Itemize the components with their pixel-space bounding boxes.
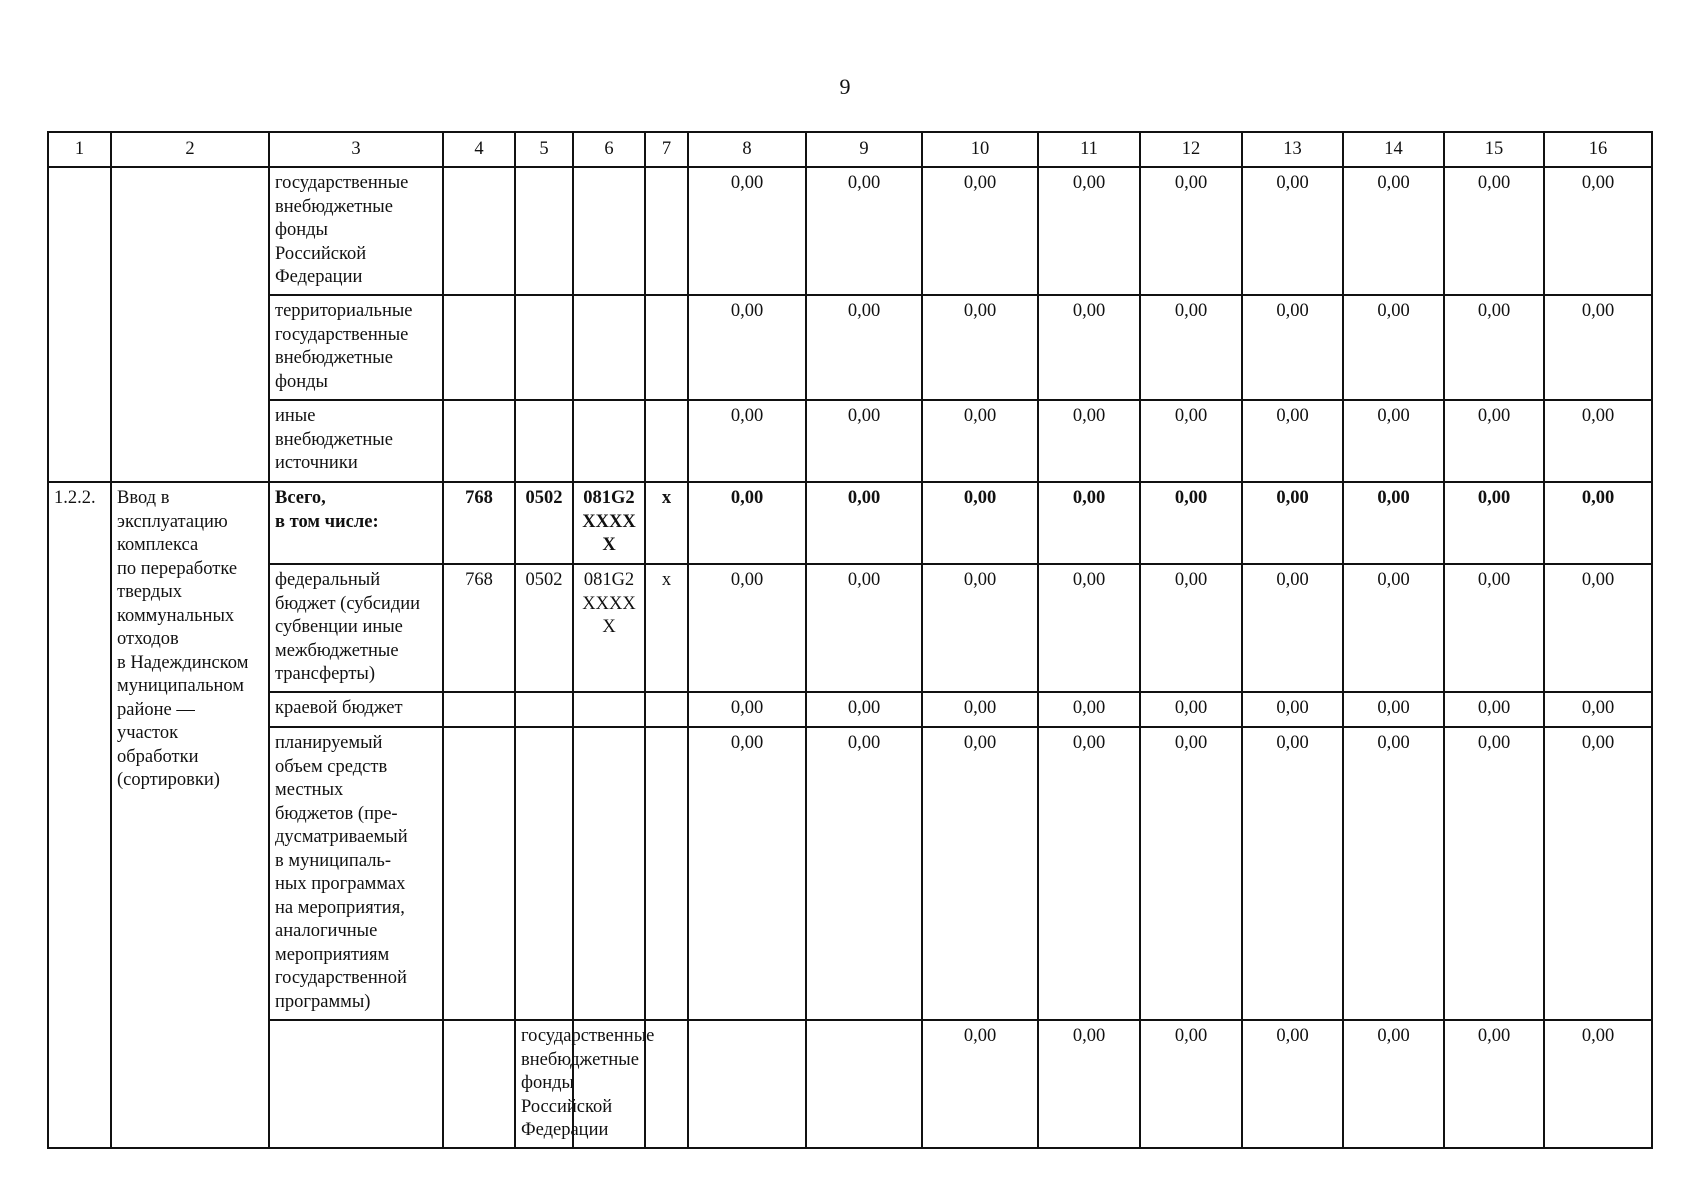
- value-cell: 0,00: [806, 727, 922, 1020]
- code-section: [515, 692, 573, 727]
- code-ministry: 768: [443, 564, 515, 692]
- value-cell: 0,00: [1242, 400, 1343, 482]
- value-cell: 0,00: [922, 400, 1038, 482]
- value-cell: 0,00: [922, 482, 1038, 564]
- header-cell: 12: [1140, 132, 1242, 167]
- value-cell: 0,00: [1544, 482, 1652, 564]
- empty-number-cell: [269, 1020, 443, 1148]
- value-cell: 0,00: [1242, 727, 1343, 1020]
- value-cell: 0,00: [1343, 167, 1444, 295]
- header-cell: 6: [573, 132, 645, 167]
- code-section: [515, 400, 573, 482]
- value-cell: 0,00: [1544, 564, 1652, 692]
- value-cell: 0,00: [1343, 400, 1444, 482]
- code-target: 081G2XXXXX: [573, 564, 645, 692]
- table-row-total: [48, 482, 1652, 564]
- code-target: [573, 692, 645, 727]
- value-cell: 0,00: [1242, 564, 1343, 692]
- value-cell: 0,00: [1343, 692, 1444, 727]
- value-cell: 0,00: [1544, 692, 1652, 727]
- table-row: [48, 692, 1652, 727]
- value-cell: 0,00: [688, 295, 806, 400]
- value-cell: 0,00: [688, 564, 806, 692]
- code-target: [573, 295, 645, 400]
- funding-source: планируемый объем средств местных бюджетов (пре- дусматриваемый в муниципаль- ных программах на мероприятия, аналогичные мероприятиям государственной программы): [269, 727, 443, 1020]
- code-expense: [645, 167, 688, 295]
- code-ministry: [443, 167, 515, 295]
- value-cell: 0,00: [1343, 1020, 1444, 1148]
- funding-source: Всего, в том числе:: [269, 482, 443, 564]
- table-row: [48, 1020, 1652, 1148]
- header-cell: 13: [1242, 132, 1343, 167]
- value-cell: 0,00: [1544, 167, 1652, 295]
- budget-table: [47, 131, 1653, 1149]
- header-cell: 11: [1038, 132, 1140, 167]
- header-cell: 1: [48, 132, 111, 167]
- value-cell: 0,00: [1544, 727, 1652, 1020]
- value-cell: 0,00: [1343, 482, 1444, 564]
- page-number: 9: [839, 74, 851, 99]
- code-expense: x: [645, 564, 688, 692]
- value-cell: 0,00: [806, 400, 922, 482]
- value-cell: 0,00: [1038, 295, 1140, 400]
- code-target: [573, 727, 645, 1020]
- code-target: [573, 400, 645, 482]
- value-cell: 0,00: [1444, 564, 1544, 692]
- table-row: [48, 727, 1652, 1020]
- value-cell: 0,00: [1140, 295, 1242, 400]
- value-cell: 0,00: [1038, 564, 1140, 692]
- value-cell: 0,00: [922, 295, 1038, 400]
- value-cell: 0,00: [1444, 400, 1544, 482]
- header-cell: 8: [688, 132, 806, 167]
- code-expense: [645, 295, 688, 400]
- value-cell: 0,00: [1242, 295, 1343, 400]
- code-expense: [645, 692, 688, 727]
- code-ministry: 768: [443, 482, 515, 564]
- value-cell: 0,00: [1038, 167, 1140, 295]
- header-cell: 4: [443, 132, 515, 167]
- value-cell: 0,00: [1242, 1020, 1343, 1148]
- funding-source: территориальные государственные внебюджетные фонды: [269, 295, 443, 400]
- table-row: [48, 400, 1652, 482]
- value-cell: 0,00: [1544, 1020, 1652, 1148]
- table-row: [48, 564, 1652, 692]
- funding-source: государственные внебюджетные фонды Российской Федерации: [515, 1020, 573, 1148]
- code-section: [515, 727, 573, 1020]
- code-ministry: [443, 295, 515, 400]
- code-section: [515, 167, 573, 295]
- value-cell: 0,00: [1444, 482, 1544, 564]
- table-row: [48, 295, 1652, 400]
- value-cell: 0,00: [1444, 692, 1544, 727]
- value-cell: 0,00: [1343, 727, 1444, 1020]
- value-cell: 0,00: [806, 564, 922, 692]
- value-cell: 0,00: [1444, 167, 1544, 295]
- header-cell: 7: [645, 132, 688, 167]
- value-cell: 0,00: [1038, 400, 1140, 482]
- code-ministry: [443, 400, 515, 482]
- empty-number-cell: [48, 167, 111, 482]
- code-section: [515, 295, 573, 400]
- value-cell: 0,00: [806, 692, 922, 727]
- value-cell: 0,00: [1444, 727, 1544, 1020]
- empty-name-cell: [111, 167, 269, 482]
- code-target: [688, 1020, 806, 1148]
- funding-source: краевой бюджет: [269, 692, 443, 727]
- measure-number: 1.2.2.: [48, 482, 111, 1148]
- value-cell: 0,00: [1444, 1020, 1544, 1148]
- code-expense: [645, 727, 688, 1020]
- header-cell: 16: [1544, 132, 1652, 167]
- value-cell: 0,00: [1140, 727, 1242, 1020]
- value-cell: 0,00: [688, 167, 806, 295]
- table-row: [48, 167, 1652, 295]
- value-cell: 0,00: [1140, 167, 1242, 295]
- value-cell: 0,00: [1140, 482, 1242, 564]
- code-ministry: [443, 692, 515, 727]
- value-cell: 0,00: [688, 727, 806, 1020]
- value-cell: 0,00: [922, 1020, 1038, 1148]
- code-expense: x: [645, 482, 688, 564]
- value-cell: 0,00: [1242, 167, 1343, 295]
- value-cell: 0,00: [1140, 400, 1242, 482]
- value-cell: 0,00: [1140, 692, 1242, 727]
- value-cell: 0,00: [1343, 564, 1444, 692]
- value-cell: 0,00: [806, 295, 922, 400]
- value-cell: 0,00: [1038, 727, 1140, 1020]
- value-cell: 0,00: [1242, 692, 1343, 727]
- value-cell: 0,00: [922, 564, 1038, 692]
- value-cell: 0,00: [688, 692, 806, 727]
- value-cell: 0,00: [688, 482, 806, 564]
- value-cell: 0,00: [806, 482, 922, 564]
- value-cell: 0,00: [1038, 482, 1140, 564]
- funding-source: государственные внебюджетные фонды Российской Федерации: [269, 167, 443, 295]
- header-cell: 5: [515, 132, 573, 167]
- header-cell: 10: [922, 132, 1038, 167]
- funding-source: иные внебюджетные источники: [269, 400, 443, 482]
- funding-source: федеральный бюджет (субсидии субвенции иные межбюджетные трансферты): [269, 564, 443, 692]
- value-cell: 0,00: [1140, 1020, 1242, 1148]
- value-cell: 0,00: [1242, 482, 1343, 564]
- code-target: 081G2XXXXX: [573, 482, 645, 564]
- header-cell: 14: [1343, 132, 1444, 167]
- empty-name-cell: [443, 1020, 515, 1148]
- measure-name: Ввод в эксплуатацию комплекса по переработке твердых коммунальных отходов в Надеждинском муниципальном районе — участок обработки (сортировки): [111, 482, 269, 1148]
- value-cell: 0,00: [688, 400, 806, 482]
- code-section: 0502: [515, 482, 573, 564]
- value-cell: 0,00: [806, 167, 922, 295]
- value-cell: 0,00: [1444, 295, 1544, 400]
- value-cell: 0,00: [1140, 564, 1242, 692]
- header-cell: 9: [806, 132, 922, 167]
- value-cell: 0,00: [1544, 400, 1652, 482]
- value-cell: 0,00: [1343, 295, 1444, 400]
- value-cell: 0,00: [922, 692, 1038, 727]
- header-row: [48, 132, 1652, 167]
- header-cell: 2: [111, 132, 269, 167]
- code-expense: [806, 1020, 922, 1148]
- code-section: 0502: [515, 564, 573, 692]
- value-cell: 0,00: [1038, 692, 1140, 727]
- value-cell: 0,00: [1038, 1020, 1140, 1148]
- header-cell: 15: [1444, 132, 1544, 167]
- header-cell: 3: [269, 132, 443, 167]
- code-ministry: [443, 727, 515, 1020]
- value-cell: 0,00: [1544, 295, 1652, 400]
- value-cell: 0,00: [922, 727, 1038, 1020]
- code-expense: [645, 400, 688, 482]
- code-target: [573, 167, 645, 295]
- value-cell: 0,00: [922, 167, 1038, 295]
